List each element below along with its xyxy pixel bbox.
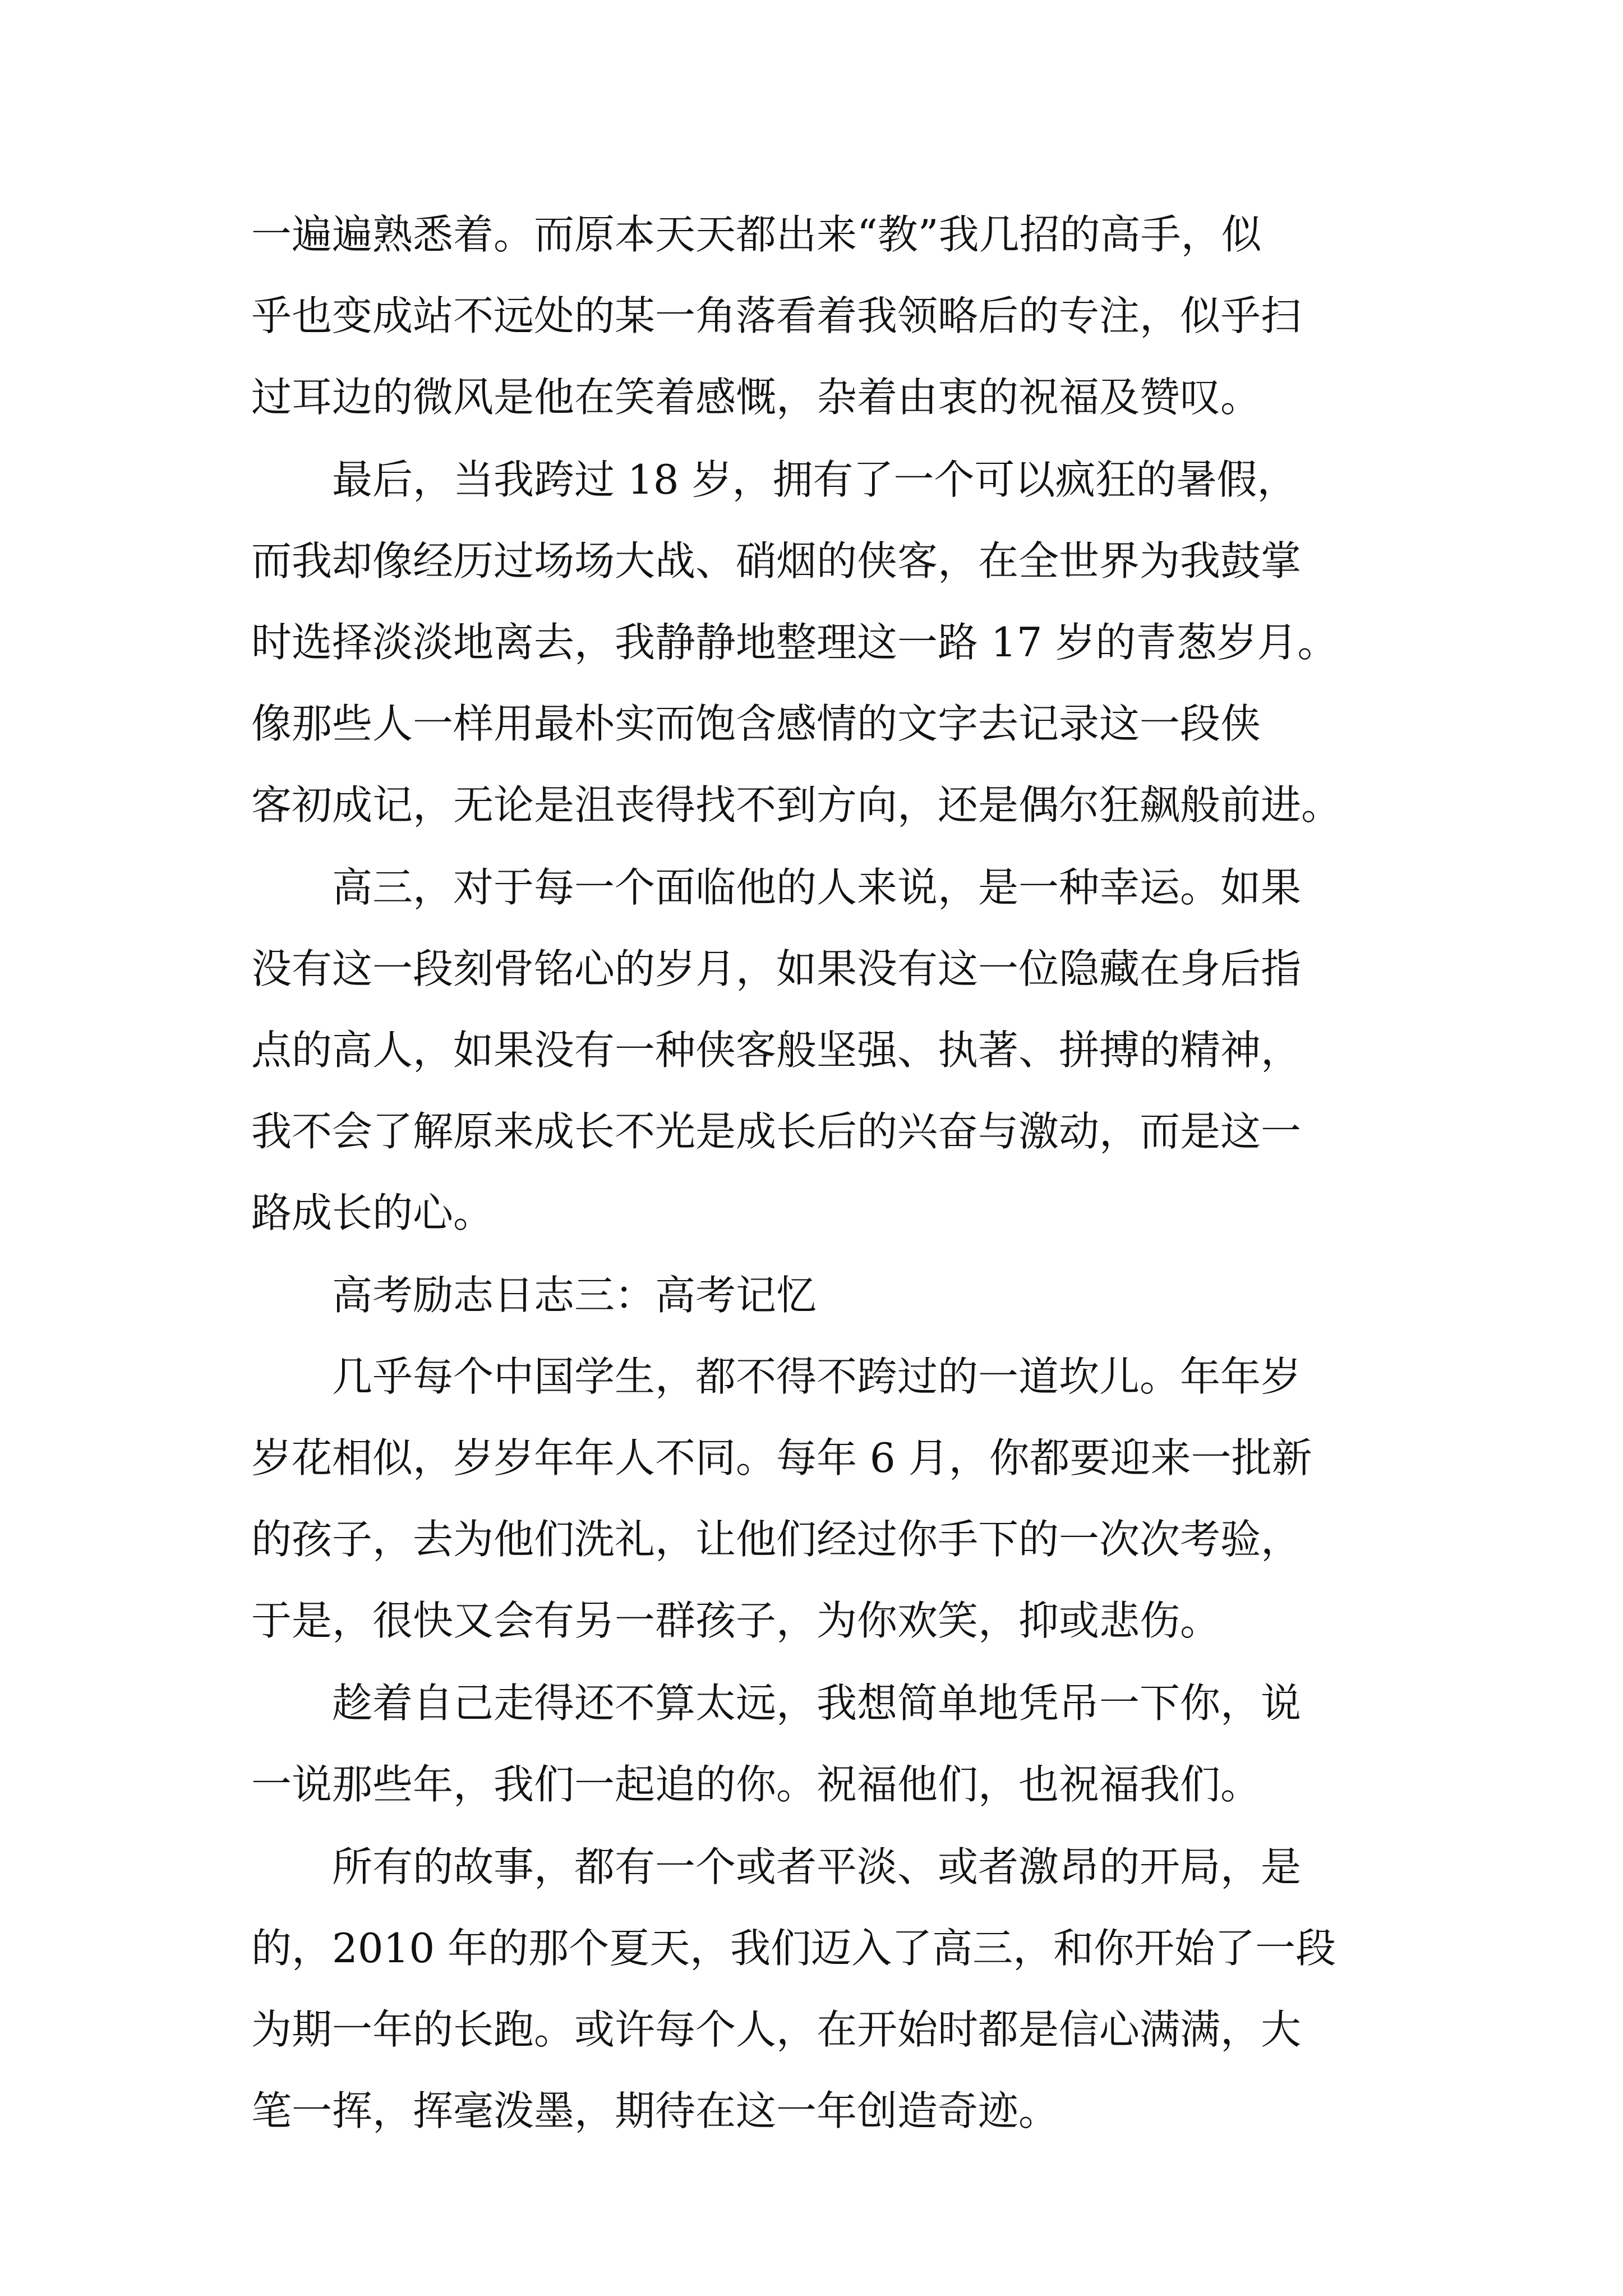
text-line: 没有这一段刻骨铭心的岁月，如果没有这一位隐藏在身后指 [251, 945, 1302, 992]
text-line: 我不会了解原来成长不光是成长后的兴奋与激动，而是这一 [251, 1108, 1302, 1155]
section-heading: 高考励志日志三：高考记忆 [332, 1272, 817, 1319]
text-line: 时选择淡淡地离去，我静静地整理这一路 17 岁的青葱岁月。 [251, 619, 1338, 666]
text-line: 过耳边的微风是他在笑着感慨，杂着由衷的祝福及赞叹。 [251, 374, 1261, 421]
text-line: 岁花相似，岁岁年年人不同。每年 6 月，你都要迎来一批新 [251, 1434, 1312, 1481]
text-line: 一遍遍熟悉着。而原本天天都出来“教”我几招的高手，似 [251, 211, 1262, 258]
text-line: 于是，很快又会有另一群孩子，为你欢笑，抑或悲伤。 [251, 1597, 1221, 1644]
text-line: 像那些人一样用最朴实而饱含感情的文字去记录这一段侠 [251, 700, 1261, 747]
text-line: 趁着自己走得还不算太远，我想简单地凭吊一下你，说 [332, 1680, 1302, 1727]
text-line: 客初成记，无论是沮丧得找不到方向，还是偶尔狂飙般前进。 [251, 781, 1342, 829]
text-line: 所有的故事，都有一个或者平淡、或者激昂的开局，是 [332, 1843, 1302, 1890]
text-line: 而我却像经历过场场大战、硝烟的侠客，在全世界为我鼓掌 [251, 537, 1302, 585]
text-line: 一说那些年，我们一起追的你。祝福他们，也祝福我们。 [251, 1761, 1261, 1808]
text-line: 几乎每个中国学生，都不得不跨过的一道坎儿。年年岁 [332, 1353, 1302, 1400]
text-line: 点的高人，如果没有一种侠客般坚强、执著、拼搏的精神， [251, 1027, 1302, 1074]
text-line: 笔一挥，挥毫泼墨，期待在这一年创造奇迹。 [251, 2087, 1059, 2134]
text-line: 为期一年的长跑。或许每个人，在开始时都是信心满满，大 [251, 2006, 1302, 2053]
text-line: 最后，当我跨过 18 岁，拥有了一个可以疯狂的暑假， [332, 456, 1298, 503]
text-line: 的，2010 年的那个夏天，我们迈入了高三，和你开始了一段 [251, 1925, 1336, 1972]
text-line: 乎也变成站不远处的某一角落看着我领略后的专注，似乎扫 [251, 292, 1302, 339]
text-line: 路成长的心。 [251, 1189, 494, 1236]
text-line: 高三，对于每一个面临他的人来说，是一种幸运。如果 [332, 864, 1302, 911]
text-line: 的孩子，去为他们洗礼，让他们经过你手下的一次次考验， [251, 1516, 1302, 1563]
